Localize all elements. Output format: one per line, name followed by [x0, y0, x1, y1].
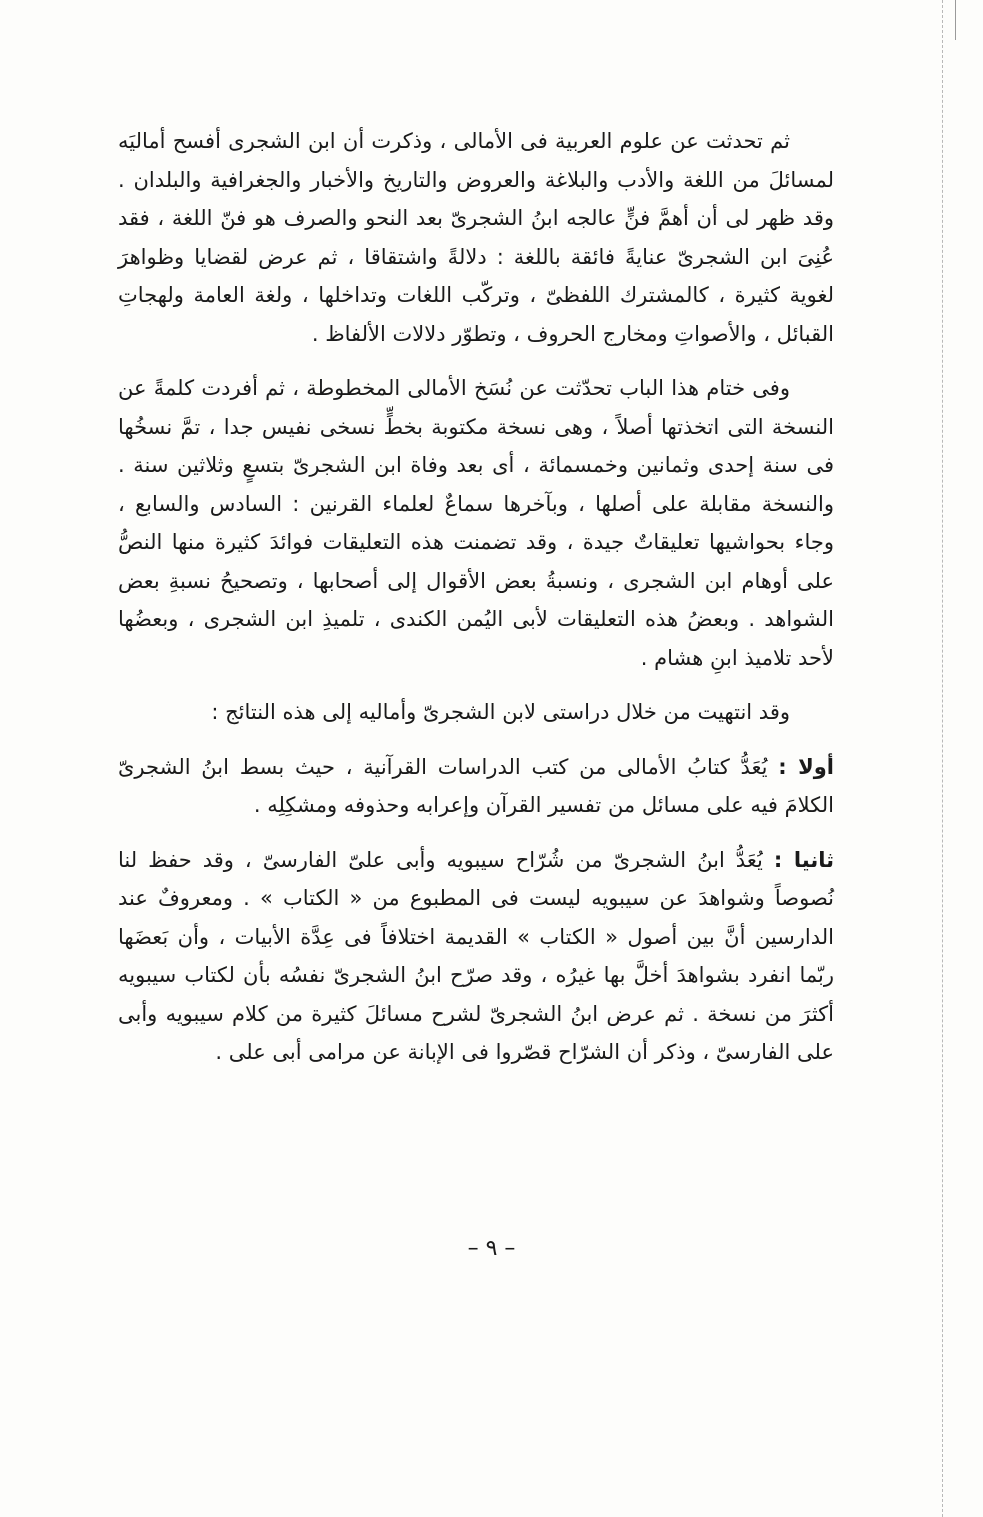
scan-edge-line	[942, 0, 943, 1517]
paragraph-5	[118, 841, 834, 1072]
body-text	[118, 122, 834, 1088]
page-number: – ٩ –	[467, 1236, 516, 1261]
paragraph-2-text: وفى ختام هذا الباب تحدّثت عن نُسَخ الأمالى المخطوطة ، ثم أفردت كلمةً عن النسخة التى اتخذتها أصلاً ، وهى نسخة مكتوبة بخطٍّ نسخى نفيس جدا ، تمَّ نسخُها فى سنة إحدى وثمانين وخمسمائة ، أى بعد وفاة ابن الشجرىّ بتسعٍ وثلاثين سنة . والنسخة مقابلة على أصلها ، وبآخرها سماعٌ لعلماء القرنين : السادس والسابع ، وجاء بحواشيها تعليقاتٌ جيدة ، وقد تضمنت هذه التعليقات فوائدَ كثيرة منها النصُّ على أوهام ابن الشجرى ، ونسبةُ بعض الأقوال إلى أصحابها ، وتصحيحُ نسبةِ بعض الشواهد . وبعضُ هذه التعليقات لأبى اليُمن الكندى ، تلميذِ ابن الشجرى ، وبعضُها لأحد تلاميذ ابنِ هشام .	[118, 376, 834, 670]
paragraph-4-text: يُعَدُّ كتابُ الأمالى من كتب الدراسات القرآنية ، حيث بسط ابنُ الشجرىّ الكلامَ فيه على مسائل من تفسير القرآن وإعرابه وحذوفه ومشكِلِه .	[118, 754, 834, 817]
paragraph-4-lead: أولا :	[778, 754, 834, 779]
scan-edge-mark	[955, 0, 956, 40]
paragraph-4	[118, 748, 834, 825]
paragraph-3-text: وقد انتهيت من خلال دراستى لابن الشجرىّ وأماليه إلى هذه النتائج :	[211, 700, 790, 724]
paragraph-2	[118, 369, 834, 677]
paragraph-5-text: يُعَدُّ ابنُ الشجرىّ من شُرّاح سيبويه وأبى علىّ الفارسىّ ، وقد حفظ لنا نُصوصاً وشواهدَ عن سيبويه ليست فى المطبوع من « الكتاب » . ومعروفٌ عند الدارسين أنَّ بين أصول « الكتاب » القديمة اختلافاً فى عِدَّة الأبيات ، وأن بَعضَها ربّما انفرد بشواهدَ أخلَّ بها غيرُه ، وقد صرّح ابنُ الشجرىّ نفسُه بأن لكتاب سيبويه أكثرَ من نسخة . ثم عرض ابنُ الشجرىّ لشرح مسائلَ كثيرة من كلام سيبويه وأبى على الفارسىّ ، وذكر أن الشرّاح قصّروا فى الإبانة عن مرامى أبى على .	[118, 847, 834, 1064]
paragraph-1-text: ثم تحدثت عن علوم العربية فى الأمالى ، وذكرت أن ابن الشجرى أفسح أماليَه لمسائلَ من اللغة والأدب والبلاغة والعروض والتاريخ والأخبار والجغرافية والبلدان . وقد ظهر لى أن أهمَّ فنٍّ عالجه ابنُ الشجرىّ بعد النحو والصرف هو فنّ اللغة ، فقد عُنِىَ ابن الشجرىّ عنايةً فائقة باللغة : دلالةً واشتقاقا ، ثم عرض لقضايا وظواهرَ لغوية كثيرة ، كالمشترك اللفظىّ ، وتركّب اللغات وتداخلها ، ولغة العامة ولهجاتِ القبائل ، والأصواتِ ومخارج الحروف ، وتطوّر دلالات الألفاظ .	[118, 129, 834, 346]
paragraph-3	[118, 693, 834, 732]
paragraph-5-lead: ثانيا :	[773, 847, 834, 872]
paragraph-1	[118, 122, 834, 353]
